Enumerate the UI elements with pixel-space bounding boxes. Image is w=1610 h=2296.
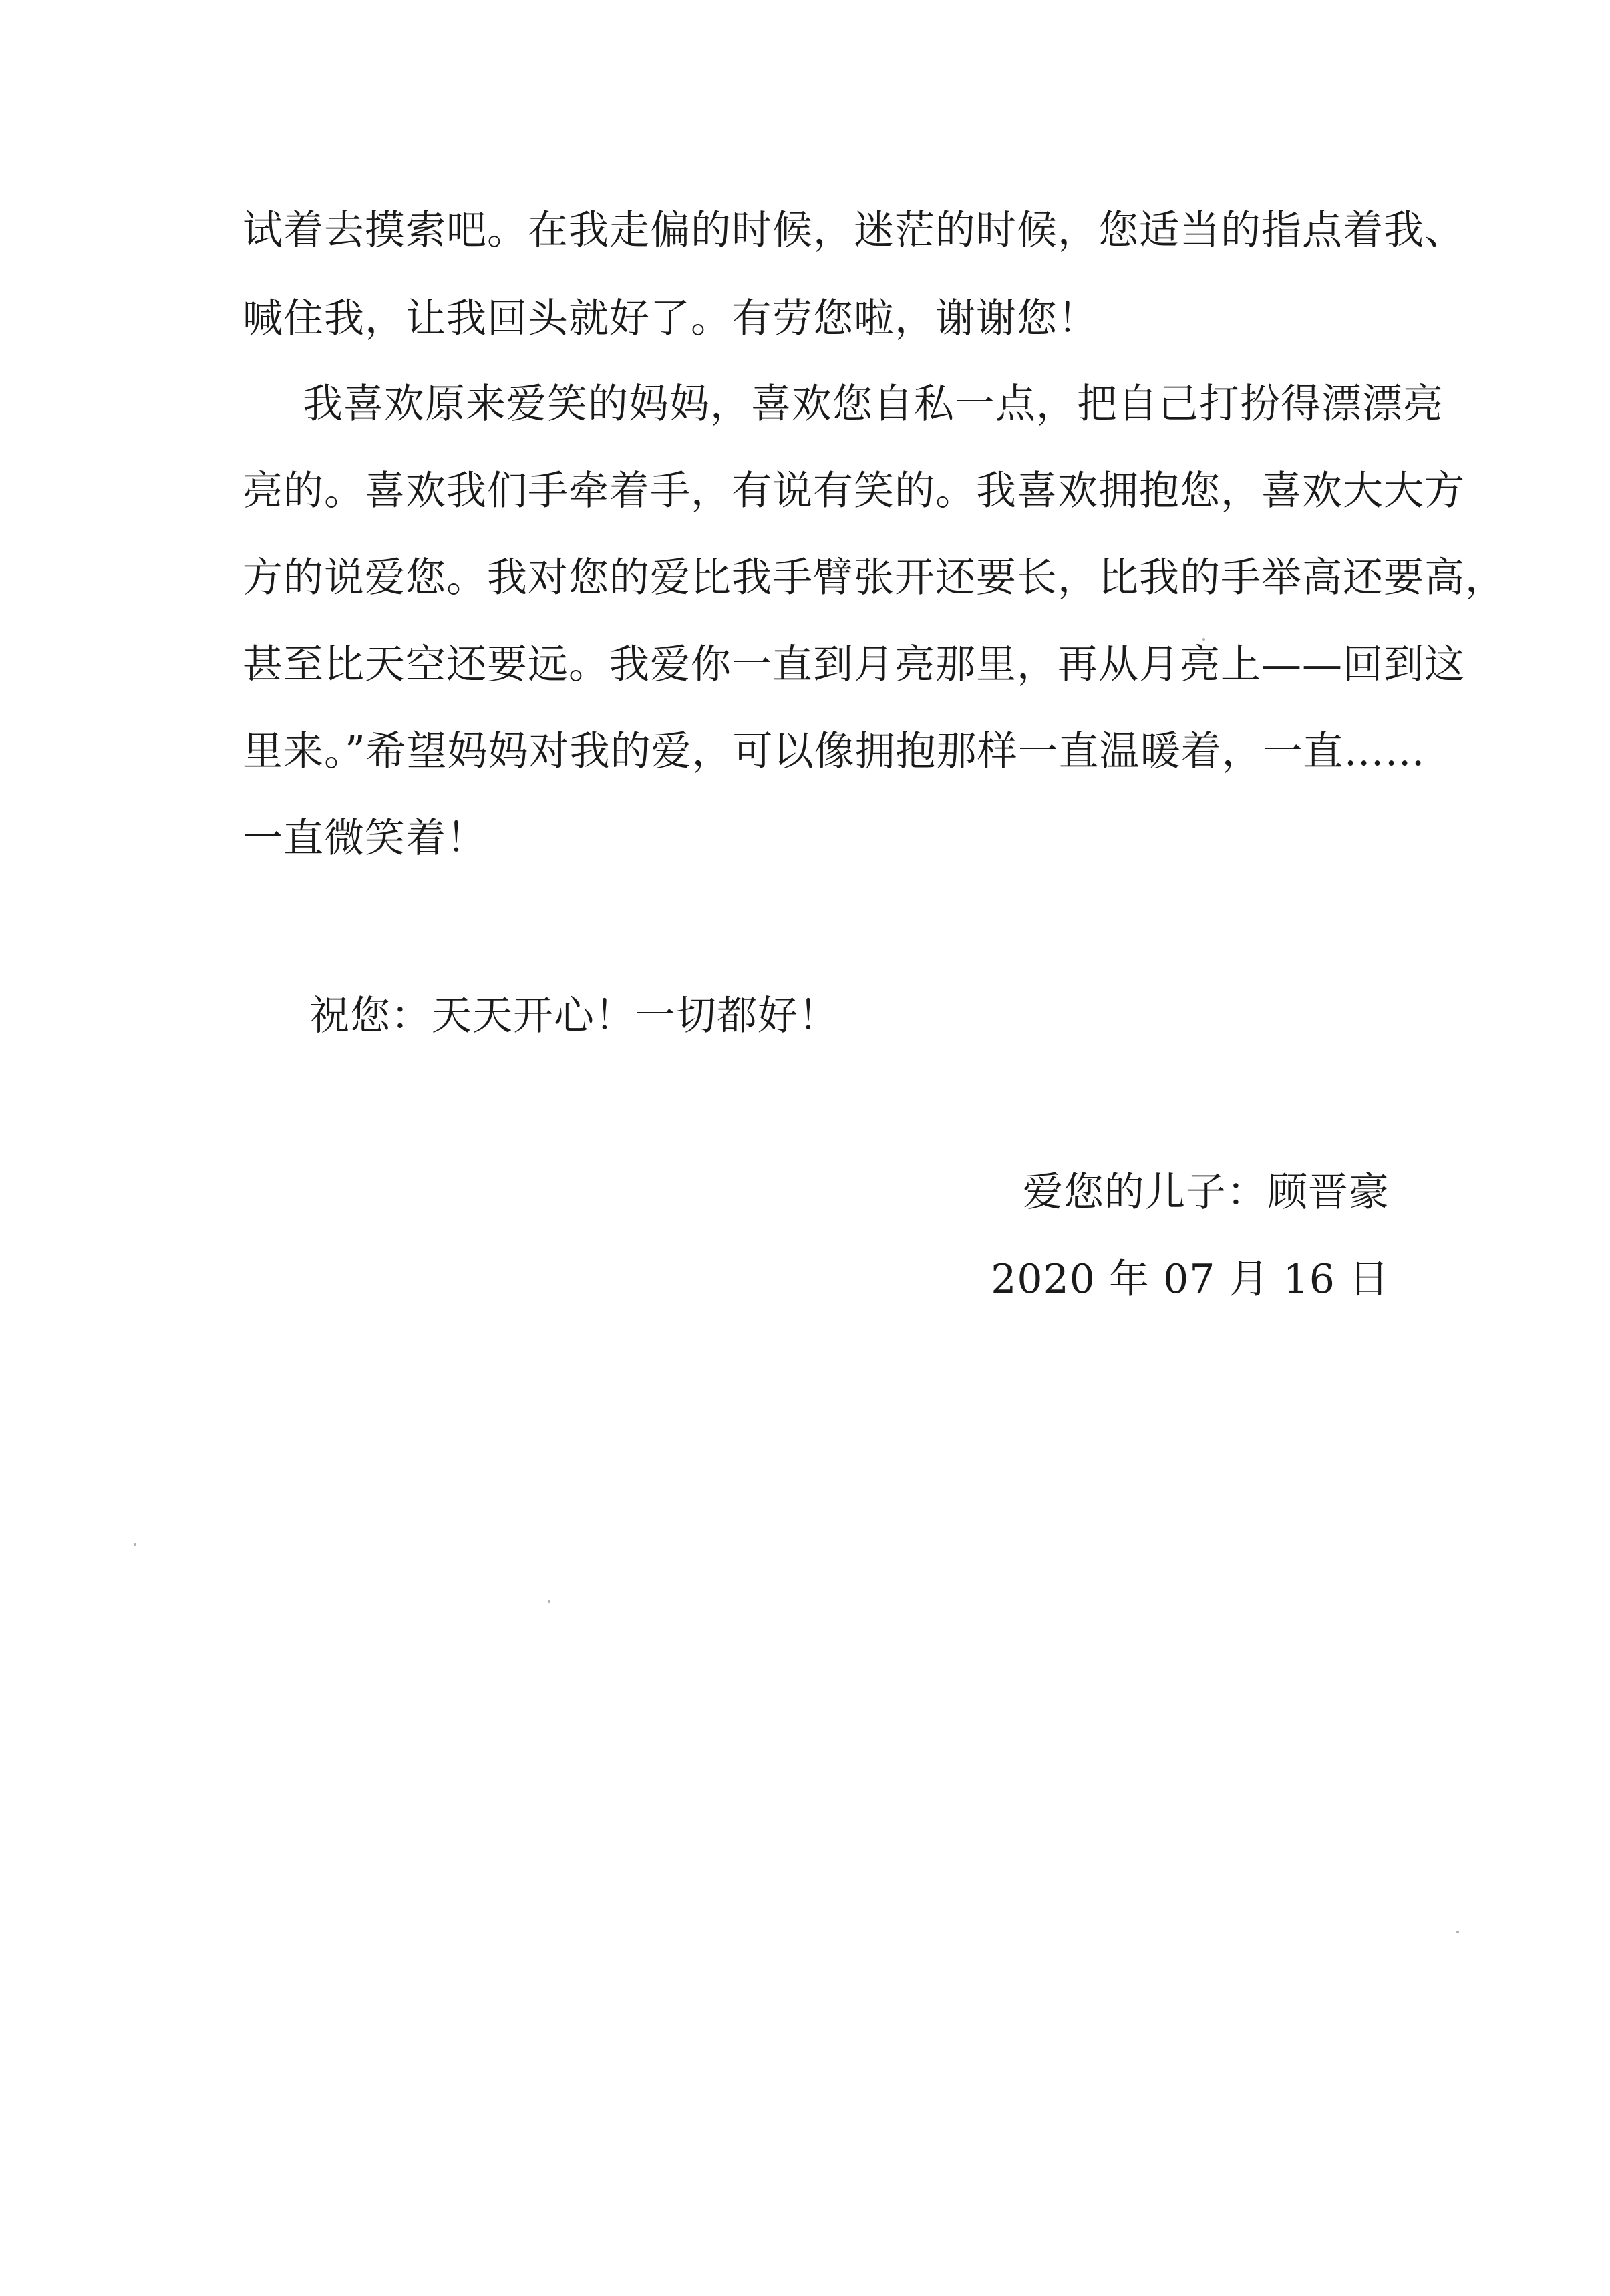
- body-line-5: 方的说爱您。我对您的爱比我手臂张开还要长，比我的手举高还要高，: [243, 554, 1506, 601]
- body-line-2: 喊住我，让我回头就好了。有劳您啦，谢谢您！: [243, 295, 1098, 342]
- body-line-4: 亮的。喜欢我们手牵着手，有说有笑的。我喜欢拥抱您，喜欢大大方: [243, 468, 1465, 514]
- scan-speck: [548, 1600, 550, 1603]
- letter-date: 2020 年 07 月 16 日: [991, 1256, 1390, 1303]
- body-line-6: 甚至比天空还要远。我爱你一直到月亮那里，再从月亮上——回到这: [243, 641, 1465, 688]
- body-line-3: 我喜欢原来爱笑的妈妈，喜欢您自私一点，把自己打扮得漂漂亮: [303, 381, 1444, 428]
- scan-speck: [134, 1543, 136, 1546]
- scan-speck: [1456, 1931, 1459, 1933]
- signature: 爱您的儿子：顾晋豪: [1023, 1169, 1390, 1216]
- closing-wish: 祝您：天天开心！一切都好！: [309, 993, 839, 1039]
- body-line-1: 试着去摸索吧。在我走偏的时候，迷茫的时候，您适当的指点着我、: [243, 207, 1465, 254]
- scan-speck: [1202, 638, 1205, 641]
- body-line-8: 一直微笑着！: [243, 815, 487, 862]
- body-line-7: 里来。”希望妈妈对我的爱，可以像拥抱那样一直温暖着，一直……: [243, 728, 1426, 775]
